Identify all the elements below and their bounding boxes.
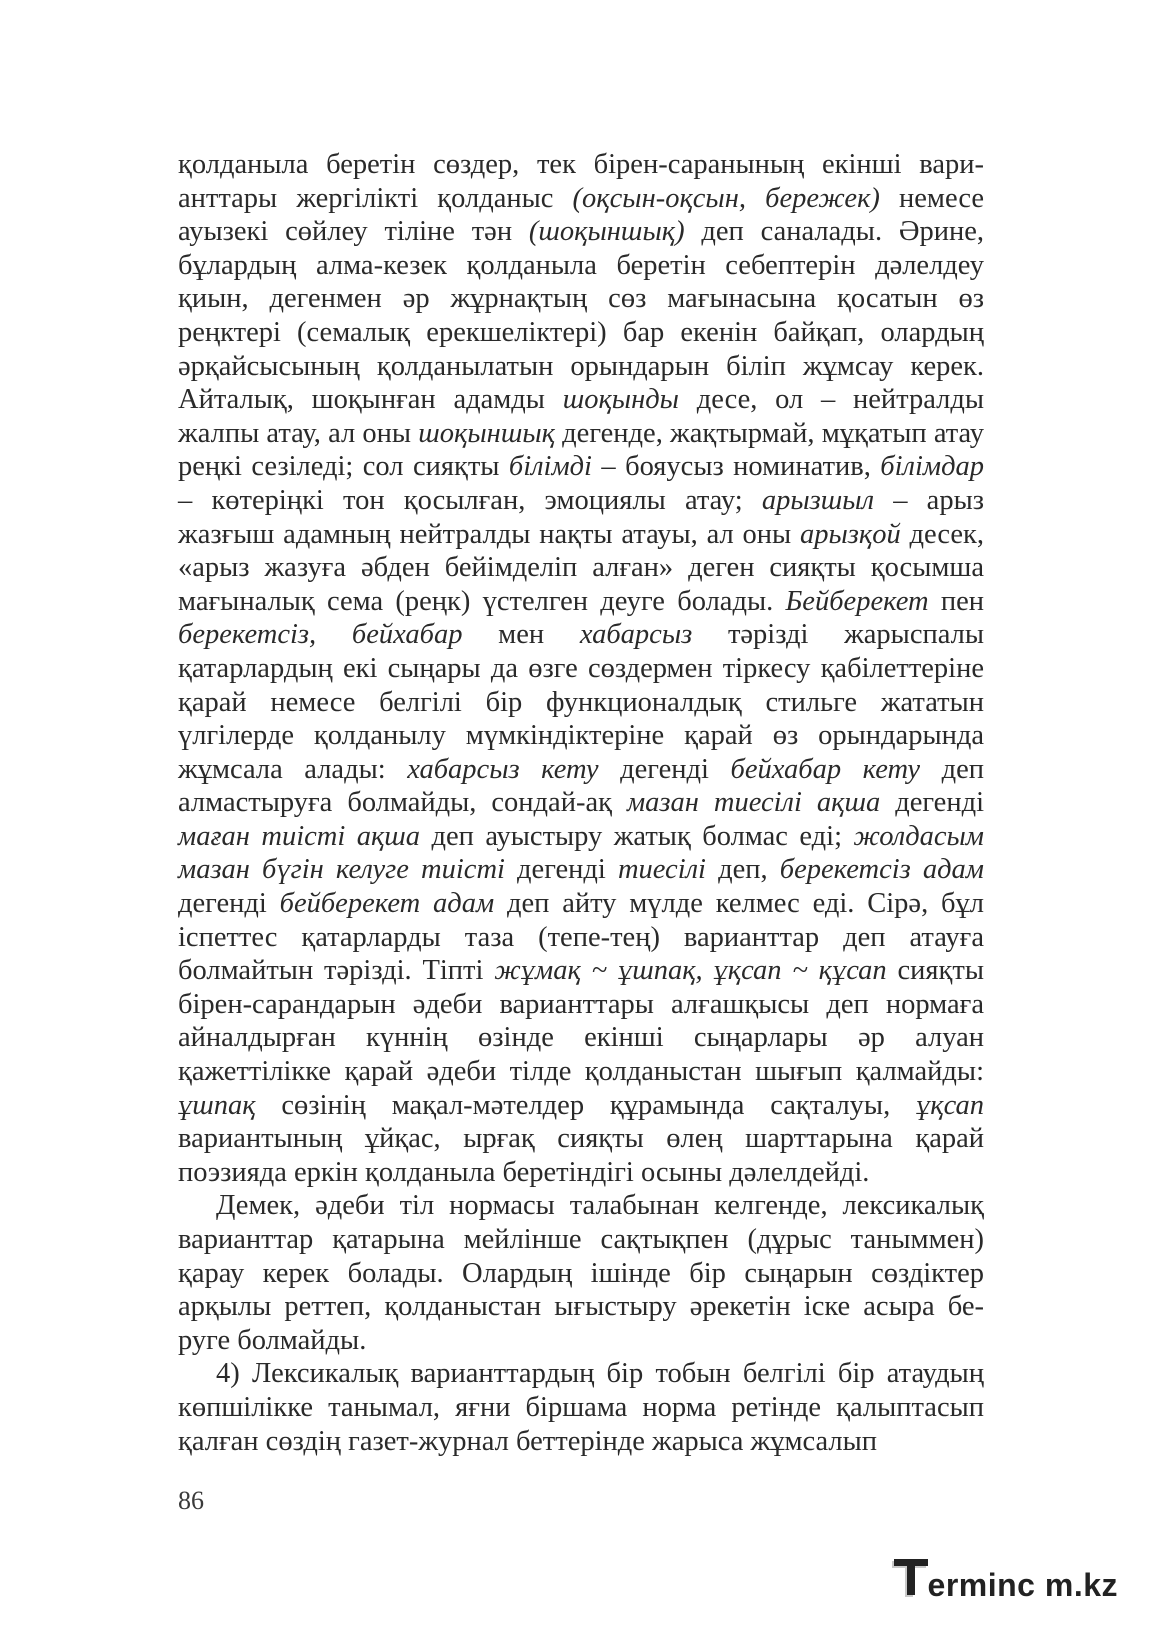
italic-term: арызқой (799, 518, 901, 550)
italic-term: ұқсап (916, 1089, 984, 1121)
text-run: деп айту мүлде келмес еді. Сірә, бұл іспеттес қатарларды таза (тепе-тең) варианттар деп атауға болмайтын тәрізді. Тіпті (178, 888, 984, 987)
paragraph (178, 1189, 984, 1357)
text-run: дегенді (598, 753, 731, 785)
text-run: Демек, әдеби тіл нормасы талабынан келгенде, лексикалық варианттар қатарына мейлінше сақтықпен (дұрыс таныммен) қарау керек болады. Олардың ішінде бір сыңарын сөздіктер арқылы реттеп, қолданыстан ығыстыру әрекетін іске асыра беруге болмайды. (178, 1190, 984, 1356)
italic-term: жұмақ ~ ұшпақ, ұқсап ~ құсап (494, 955, 887, 987)
text-run: деп ауыстыру жатық болмас еді; (420, 820, 854, 852)
text-run: пен (928, 585, 984, 617)
italic-term: білімдар (880, 451, 984, 483)
text-run: дегенде, жақтырмай, мұқатып атау реңкі сезіледі; сол сияқты (178, 417, 984, 483)
text-run: деп саналады. Әрине, бұлардың алма-кезек қолданыла беретін себептерін дәлелдеу қиын, дегенмен әр жұрнақтың сөз мағынасына қосатын өз реңктері (семалық ерекшеліктері) бар екенін байқап, олардың әрқайсысының қолданылатын орындарын біліп жұмсау керек. Айталық, шоқынған адамды (178, 216, 984, 416)
italic-term: берекетсіз адам (779, 854, 984, 886)
text-run: деп, (705, 854, 780, 886)
italic-term: арызшыл (761, 484, 875, 516)
italic-term: (оқсын-оқсын, бережек) (572, 182, 880, 214)
italic-term: (шоқыншық) (528, 216, 685, 248)
text-run: вариантының ұйқас, ырғақ сияқты өлең шарттарына қарай поэзияда еркін қолданыла беретіндігі осыны дәлелдейді. (178, 1123, 984, 1188)
text-run: дегенді (880, 787, 984, 819)
paragraph (178, 1357, 984, 1458)
italic-term: Бейберекет (785, 585, 929, 617)
text-run: – арыз жазғыш адамның нейтралды нақты атауы, ал оны (178, 484, 984, 550)
italic-term: хабарсыз кету (407, 753, 599, 785)
italic-term: маған тиісті ақша (178, 820, 421, 852)
text-run: мен (462, 619, 580, 651)
italic-term: бейхабар кету (730, 753, 921, 785)
text-run: 4) Лексикалық варианттардың бір тобын белгілі бір атаудың көпшілікке танымал, яғни біршама норма ретінде қалыптасып қалған сөздің газет-журнал беттерінде жарыса жұмсалып (178, 1358, 984, 1457)
watermark-text: erminc m.kz (927, 1567, 1118, 1603)
text-run: деп алмастыруға болмайды, сондай-ақ (178, 753, 984, 819)
page-number: 86 (178, 1486, 204, 1515)
watermark-logo (892, 1559, 1118, 1603)
text-run: – бояусыз номинатив, (591, 451, 881, 483)
italic-term: шоқыншық (418, 417, 555, 449)
italic-term: тиесілі (617, 854, 706, 886)
text-run: сөзінің мақал-мәтелдер құрамында сақталуы, (255, 1089, 916, 1121)
text-run: тәрізді жарыспалы қатарлардың екі сыңары да өзге сөздермен тіркесу қабілеттеріне қарай немесе белгілі бір функционалдық стильге жататын үлгілерде қолданылу мүмкіндіктеріне қарай өз орындарында жұмсала алады: (178, 619, 984, 785)
italic-term: ұшпақ (178, 1089, 256, 1121)
italic-term: мазан тиесілі ақша (626, 787, 881, 819)
text-run: қолданыла беретін сөздер, тек бірен-саранының екінші варианттары жергілікті қолданыс (178, 149, 984, 214)
termincom-logo-icon (892, 1559, 928, 1603)
italic-term: бейберекет адам (279, 888, 495, 920)
italic-term: хабарсыз (579, 619, 693, 651)
body-text (178, 148, 984, 1458)
text-run: десек, «арыз жазуға әбден бейімделіп алған» деген сияқты қосымша мағыналық сема (реңк) үстелген деуге болады. (178, 518, 984, 617)
paragraph (178, 148, 984, 1189)
italic-term: берекетсіз, бейхабар (178, 619, 463, 651)
italic-term: шоқынды (562, 384, 679, 416)
italic-term: білімді (508, 451, 592, 483)
text-run: дегенді (504, 854, 618, 886)
text-run: десе, ол – нейтралды жалпы атау, ал оны (178, 384, 984, 449)
text-run: немесе ауызекі сөйлеу тіліне тән (178, 182, 984, 248)
text-run: – көтеріңкі тон қосылған, эмоциялы атау; (178, 484, 762, 516)
italic-term: жолдасым мазан бүгін келуге тиісті (178, 820, 984, 886)
text-run: сияқты бірен-сарандарын әдеби варианттары алғашқысы деп нормаға айналдырған күннің өзінде екінші сыңарлары әр алуан қажеттілікке қарай әдеби тілде қолданыстан шығып қалмайды: (178, 955, 984, 1088)
text-run: дегенді (178, 888, 280, 920)
